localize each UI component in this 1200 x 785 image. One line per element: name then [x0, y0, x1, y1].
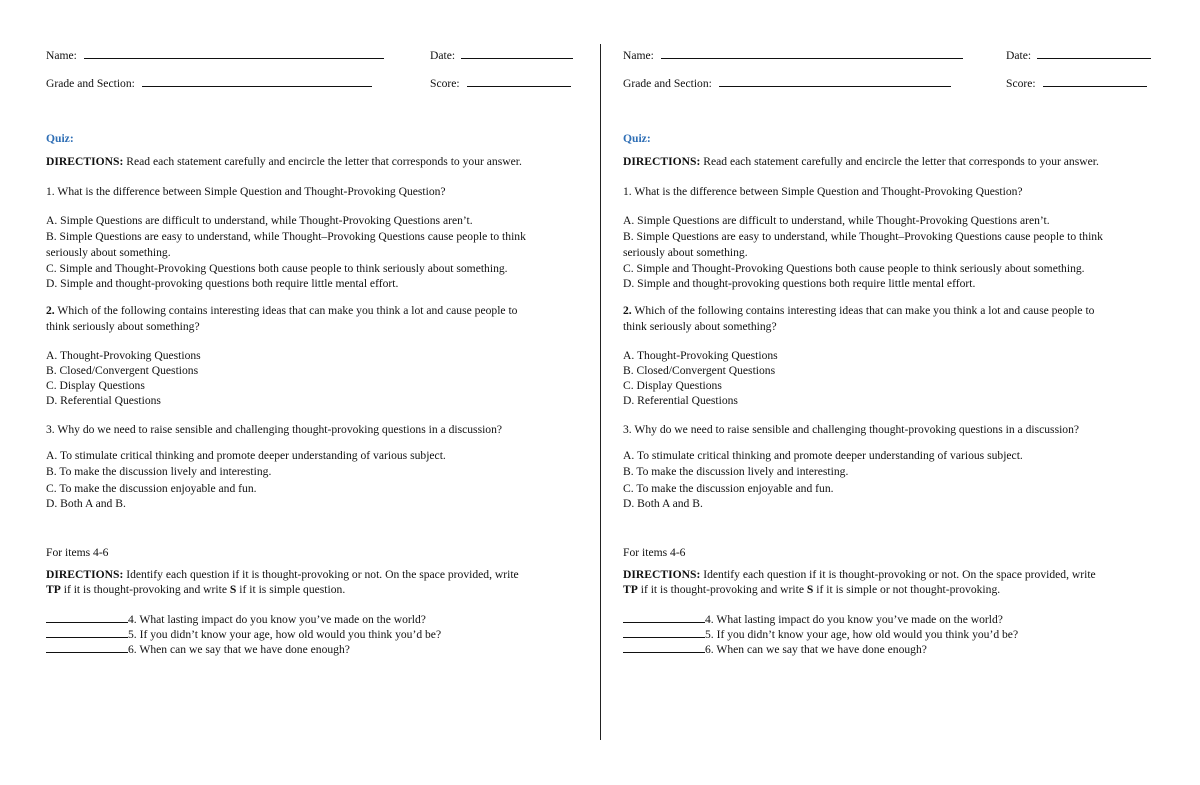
q3-option-c: C. To make the discussion enjoyable and fun. — [46, 482, 257, 495]
question-1: 1. What is the difference between Simple Question and Thought-Provoking Question? — [623, 185, 1023, 198]
grade-section-label: Grade and Section: — [46, 77, 135, 90]
s-marker: S — [806, 583, 814, 596]
q2-option-c: C. Display Questions — [46, 379, 145, 392]
center-divider — [600, 44, 601, 740]
name-field[interactable] — [84, 47, 384, 59]
items-note: For items 4-6 — [623, 546, 686, 559]
date-label: Date: — [1006, 49, 1032, 62]
s-marker: S — [229, 583, 237, 596]
score-row — [1006, 75, 1147, 91]
quiz-title: Quiz: — [623, 132, 651, 145]
question-3: 3. Why do we need to raise sensible and challenging thought-provoking questions in a discussion? — [623, 423, 1080, 436]
grade-section-row — [46, 75, 372, 91]
q2-option-d: D. Referential Questions — [623, 394, 738, 407]
date-label: Date: — [430, 49, 456, 62]
directions-2-line1: Identify each question if it is thought-provoking or not. On the space provided, write — [703, 568, 1096, 581]
item-text: 5. If you didn’t know your age, how old would you think you’d be? — [128, 628, 442, 641]
directions-2 — [46, 567, 519, 582]
q2-option-b: B. Closed/Convergent Questions — [623, 364, 776, 377]
name-field[interactable] — [661, 47, 963, 59]
q3-option-a: A. To stimulate critical thinking and promote deeper understanding of various subject. — [46, 449, 446, 462]
date-row — [1006, 47, 1151, 63]
question-2 — [46, 303, 517, 318]
score-label: Score: — [1006, 77, 1036, 90]
q1-option-a: A. Simple Questions are difficult to understand, while Thought-Provoking Questions aren’t. — [46, 214, 473, 227]
directions-1 — [46, 154, 522, 169]
answer-blank[interactable] — [623, 626, 705, 638]
directions-label: DIRECTIONS: — [46, 155, 124, 168]
q1-option-b-cont: seriously about something. — [623, 246, 748, 259]
q2-number: 2. — [623, 304, 632, 317]
item-5 — [46, 626, 441, 642]
q1-option-a: A. Simple Questions are difficult to understand, while Thought-Provoking Questions aren’t. — [623, 214, 1050, 227]
item-5 — [623, 626, 1018, 642]
q3-option-d: D. Both A and B. — [623, 497, 703, 510]
score-field[interactable] — [1043, 75, 1147, 87]
directions-text: Read each statement carefully and encircle the letter that corresponds to your answer. — [126, 155, 522, 168]
directions-2-line2 — [623, 582, 1000, 597]
name-row — [46, 47, 384, 63]
q2-line1: Which of the following contains interesting ideas that can make you think a lot and cause people to — [634, 304, 1095, 317]
directions-label: DIRECTIONS: — [623, 568, 701, 581]
q3-option-b: B. To make the discussion lively and interesting. — [623, 465, 849, 478]
question-3: 3. Why do we need to raise sensible and challenging thought-provoking questions in a discussion? — [46, 423, 503, 436]
q3-option-b: B. To make the discussion lively and interesting. — [46, 465, 272, 478]
q2-line2: think seriously about something? — [623, 320, 777, 333]
grade-section-label: Grade and Section: — [623, 77, 712, 90]
q2-option-d: D. Referential Questions — [46, 394, 161, 407]
item-4 — [623, 611, 1003, 627]
date-field[interactable] — [1037, 47, 1151, 59]
q1-option-d: D. Simple and thought-provoking questions both require little mental effort. — [46, 277, 399, 290]
q1-option-b: B. Simple Questions are easy to understand, while Thought–Provoking Questions cause people to think — [46, 230, 526, 243]
directions-2-mid: if it is thought-provoking and write — [63, 583, 227, 596]
answer-blank[interactable] — [623, 611, 705, 623]
item-text: 6. When can we say that we have done enough? — [128, 643, 350, 656]
score-row — [430, 75, 571, 91]
grade-section-field[interactable] — [142, 75, 372, 87]
item-4 — [46, 611, 426, 627]
name-row — [623, 47, 963, 63]
q2-number: 2. — [46, 304, 55, 317]
q1-option-c: C. Simple and Thought-Provoking Questions both cause people to think seriously about something. — [623, 262, 1085, 275]
name-label: Name: — [46, 49, 77, 62]
question-1: 1. What is the difference between Simple Question and Thought-Provoking Question? — [46, 185, 446, 198]
directions-2-end: if it is simple or not thought-provoking. — [816, 583, 1001, 596]
directions-2-end: if it is simple question. — [239, 583, 346, 596]
item-text: 5. If you didn’t know your age, how old would you think you’d be? — [705, 628, 1019, 641]
directions-2-line1: Identify each question if it is thought-provoking or not. On the space provided, write — [126, 568, 519, 581]
item-text: 6. When can we say that we have done enough? — [705, 643, 927, 656]
q1-option-b: B. Simple Questions are easy to understand, while Thought–Provoking Questions cause people to think — [623, 230, 1103, 243]
name-label: Name: — [623, 49, 654, 62]
directions-2-mid: if it is thought-provoking and write — [640, 583, 804, 596]
q2-line1: Which of the following contains interesting ideas that can make you think a lot and cause people to — [57, 304, 518, 317]
tp-marker: TP — [46, 583, 61, 596]
answer-blank[interactable] — [623, 641, 705, 653]
date-row — [430, 47, 573, 63]
item-text: 4. What lasting impact do you know you’ve made on the world? — [128, 613, 426, 626]
q1-option-c: C. Simple and Thought-Provoking Questions both cause people to think seriously about something. — [46, 262, 508, 275]
q2-option-a: A. Thought-Provoking Questions — [623, 349, 778, 362]
tp-marker: TP — [623, 583, 638, 596]
q1-option-b-cont: seriously about something. — [46, 246, 171, 259]
score-label: Score: — [430, 77, 460, 90]
items-note: For items 4-6 — [46, 546, 109, 559]
q3-option-a: A. To stimulate critical thinking and promote deeper understanding of various subject. — [623, 449, 1023, 462]
directions-label: DIRECTIONS: — [623, 155, 701, 168]
q3-option-d: D. Both A and B. — [46, 497, 126, 510]
q3-option-c: C. To make the discussion enjoyable and fun. — [623, 482, 834, 495]
answer-blank[interactable] — [46, 626, 128, 638]
q2-option-c: C. Display Questions — [623, 379, 722, 392]
q2-option-a: A. Thought-Provoking Questions — [46, 349, 201, 362]
item-6 — [623, 641, 927, 657]
directions-1 — [623, 154, 1099, 169]
q1-option-d: D. Simple and thought-provoking questions both require little mental effort. — [623, 277, 976, 290]
directions-text: Read each statement carefully and encircle the letter that corresponds to your answer. — [703, 155, 1099, 168]
grade-section-row — [623, 75, 951, 91]
grade-section-field[interactable] — [719, 75, 951, 87]
quiz-title: Quiz: — [46, 132, 74, 145]
directions-2 — [623, 567, 1096, 582]
score-field[interactable] — [467, 75, 571, 87]
q2-option-b: B. Closed/Convergent Questions — [46, 364, 199, 377]
directions-2-line2 — [46, 582, 345, 597]
answer-blank[interactable] — [46, 611, 128, 623]
answer-blank[interactable] — [46, 641, 128, 653]
q2-line2: think seriously about something? — [46, 320, 200, 333]
item-text: 4. What lasting impact do you know you’ve made on the world? — [705, 613, 1003, 626]
item-6 — [46, 641, 350, 657]
date-field[interactable] — [461, 47, 573, 59]
directions-label: DIRECTIONS: — [46, 568, 124, 581]
question-2 — [623, 303, 1094, 318]
